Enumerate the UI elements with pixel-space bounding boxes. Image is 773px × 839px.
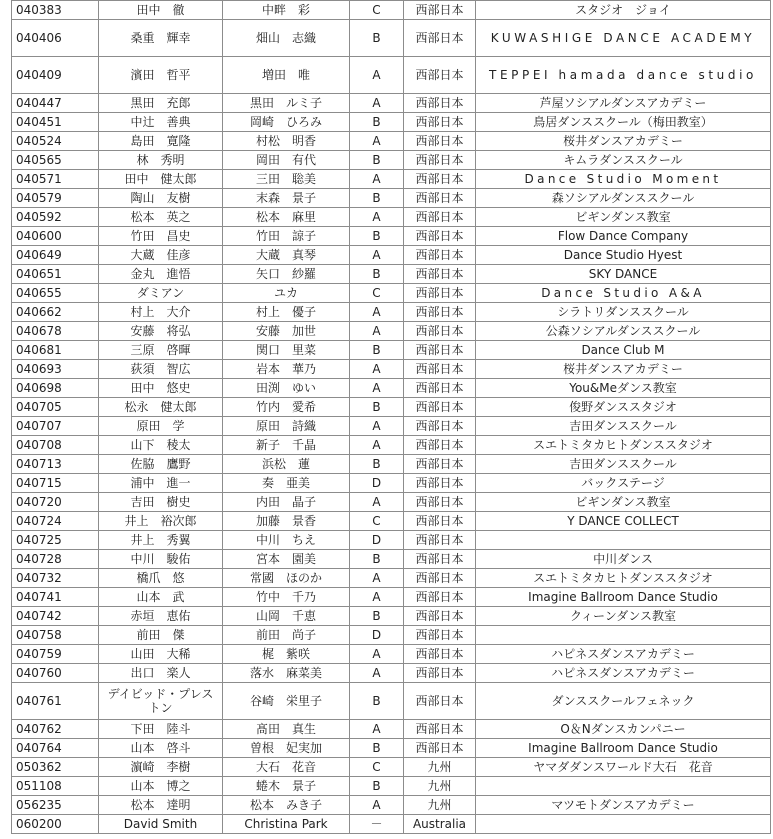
partner-name-cell: 奏 亜美 bbox=[223, 474, 350, 493]
partner-name-cell: 畑山 志織 bbox=[223, 20, 350, 57]
partner-name-cell: 新子 千晶 bbox=[223, 436, 350, 455]
entry-id-cell: 040409 bbox=[12, 57, 99, 94]
studio-cell: 中川ダンス bbox=[476, 550, 771, 569]
grade-cell: A bbox=[350, 246, 404, 265]
table-row bbox=[12, 113, 771, 132]
region-cell: 西部日本 bbox=[404, 208, 476, 227]
region-cell: 西部日本 bbox=[404, 626, 476, 645]
region-cell: 西部日本 bbox=[404, 132, 476, 151]
leader-name-cell: 山本 啓斗 bbox=[99, 739, 223, 758]
studio-cell bbox=[476, 531, 771, 550]
region-cell: 西部日本 bbox=[404, 739, 476, 758]
entry-id-cell: 051108 bbox=[12, 777, 99, 796]
grade-cell: C bbox=[350, 1, 404, 20]
entry-id-cell: 040383 bbox=[12, 1, 99, 20]
studio-cell: 吉田ダンススクール bbox=[476, 455, 771, 474]
table-row bbox=[12, 569, 771, 588]
partner-name-cell: 中畔 彩 bbox=[223, 1, 350, 20]
table-row bbox=[12, 493, 771, 512]
leader-name-cell: 佐脇 鷹野 bbox=[99, 455, 223, 474]
grade-cell: A bbox=[350, 322, 404, 341]
studio-cell bbox=[476, 815, 771, 834]
partner-name-cell: 田渕 ゆい bbox=[223, 379, 350, 398]
partner-name-cell: 中川 ちえ bbox=[223, 531, 350, 550]
region-cell: 西部日本 bbox=[404, 455, 476, 474]
grade-cell: C bbox=[350, 758, 404, 777]
table-row bbox=[12, 796, 771, 815]
leader-name-cell: 原田 学 bbox=[99, 417, 223, 436]
grade-cell: B bbox=[350, 739, 404, 758]
table-row bbox=[12, 645, 771, 664]
partner-name-cell: 岡田 有代 bbox=[223, 151, 350, 170]
leader-name-cell: 井上 裕次郎 bbox=[99, 512, 223, 531]
entry-id-cell: 040579 bbox=[12, 189, 99, 208]
table-row bbox=[12, 341, 771, 360]
partner-name-cell: 安藤 加世 bbox=[223, 322, 350, 341]
partner-name-cell: 松本 麻里 bbox=[223, 208, 350, 227]
grade-cell: A bbox=[350, 94, 404, 113]
studio-cell: 森ソシアルダンススクール bbox=[476, 189, 771, 208]
grade-cell: B bbox=[350, 683, 404, 720]
studio-cell: You&Meダンス教室 bbox=[476, 379, 771, 398]
entry-id-cell: 040761 bbox=[12, 683, 99, 720]
leader-name-cell: 浦中 進一 bbox=[99, 474, 223, 493]
partner-name-cell: 竹中 千乃 bbox=[223, 588, 350, 607]
grade-cell: D bbox=[350, 531, 404, 550]
grade-cell: A bbox=[350, 436, 404, 455]
leader-name-cell: 吉田 樹史 bbox=[99, 493, 223, 512]
entry-id-cell: 040708 bbox=[12, 436, 99, 455]
region-cell: 西部日本 bbox=[404, 57, 476, 94]
table-row bbox=[12, 455, 771, 474]
entry-id-cell: 040742 bbox=[12, 607, 99, 626]
grade-cell: A bbox=[350, 208, 404, 227]
leader-name-cell: 松本 達明 bbox=[99, 796, 223, 815]
partner-name-cell: 村松 明香 bbox=[223, 132, 350, 151]
partner-name-cell: ユカ bbox=[223, 284, 350, 303]
region-cell: 西部日本 bbox=[404, 436, 476, 455]
table-row bbox=[12, 208, 771, 227]
table-row bbox=[12, 739, 771, 758]
grade-cell: B bbox=[350, 398, 404, 417]
table-row bbox=[12, 531, 771, 550]
region-cell: Australia bbox=[404, 815, 476, 834]
grade-cell: A bbox=[350, 170, 404, 189]
leader-name-cell: 三原 啓暉 bbox=[99, 341, 223, 360]
leader-name-cell: 井上 秀翼 bbox=[99, 531, 223, 550]
partner-name-cell: 原田 詩織 bbox=[223, 417, 350, 436]
partner-name-cell: 大蔵 真琴 bbox=[223, 246, 350, 265]
grade-cell: B bbox=[350, 777, 404, 796]
partner-name-cell: 岡崎 ひろみ bbox=[223, 113, 350, 132]
region-cell: 西部日本 bbox=[404, 265, 476, 284]
table-row bbox=[12, 265, 771, 284]
grade-cell: A bbox=[350, 720, 404, 739]
region-cell: 九州 bbox=[404, 796, 476, 815]
studio-cell: ビギンダンス教室 bbox=[476, 208, 771, 227]
region-cell: 西部日本 bbox=[404, 151, 476, 170]
partner-name-cell: 末森 景子 bbox=[223, 189, 350, 208]
grade-cell: A bbox=[350, 57, 404, 94]
grade-cell: B bbox=[350, 227, 404, 246]
studio-cell: ダンススクールフェネック bbox=[476, 683, 771, 720]
entry-id-cell: 040678 bbox=[12, 322, 99, 341]
partner-name-cell: 大石 花音 bbox=[223, 758, 350, 777]
registration-table bbox=[11, 0, 771, 834]
studio-cell: Flow Dance Company bbox=[476, 227, 771, 246]
leader-name-cell: 山本 武 bbox=[99, 588, 223, 607]
table-body bbox=[12, 1, 771, 834]
partner-name-cell: 山岡 千恵 bbox=[223, 607, 350, 626]
leader-name-cell: 濵崎 李樹 bbox=[99, 758, 223, 777]
leader-name-cell: 荻須 智広 bbox=[99, 360, 223, 379]
entry-id-cell: 040571 bbox=[12, 170, 99, 189]
entry-id-cell: 040713 bbox=[12, 455, 99, 474]
leader-name-cell: 山下 稜太 bbox=[99, 436, 223, 455]
table-row bbox=[12, 170, 771, 189]
leader-name-cell: 桑重 輝幸 bbox=[99, 20, 223, 57]
entry-id-cell: 060200 bbox=[12, 815, 99, 834]
leader-name-cell: 田中 健太郎 bbox=[99, 170, 223, 189]
entry-id-cell: 040524 bbox=[12, 132, 99, 151]
region-cell: 西部日本 bbox=[404, 341, 476, 360]
grade-cell: A bbox=[350, 588, 404, 607]
grade-cell: C bbox=[350, 512, 404, 531]
grade-cell: A bbox=[350, 664, 404, 683]
leader-name-cell: 前田 傑 bbox=[99, 626, 223, 645]
region-cell: 西部日本 bbox=[404, 94, 476, 113]
table-row bbox=[12, 588, 771, 607]
partner-name-cell: 矢口 紗羅 bbox=[223, 265, 350, 284]
studio-cell: 吉田ダンススクール bbox=[476, 417, 771, 436]
partner-name-cell: 髙田 真生 bbox=[223, 720, 350, 739]
entry-id-cell: 040406 bbox=[12, 20, 99, 57]
entry-id-cell: 040447 bbox=[12, 94, 99, 113]
table-row bbox=[12, 512, 771, 531]
studio-cell: シラトリダンススクール bbox=[476, 303, 771, 322]
studio-cell: クィーンダンス教室 bbox=[476, 607, 771, 626]
region-cell: 西部日本 bbox=[404, 303, 476, 322]
partner-name-cell: 加藤 景香 bbox=[223, 512, 350, 531]
table-row bbox=[12, 626, 771, 645]
entry-id-cell: 040651 bbox=[12, 265, 99, 284]
leader-name-cell: 村上 大介 bbox=[99, 303, 223, 322]
leader-name-cell: 田中 悠史 bbox=[99, 379, 223, 398]
studio-cell: 芦屋ソシアルダンスアカデミー bbox=[476, 94, 771, 113]
region-cell: 西部日本 bbox=[404, 20, 476, 57]
entry-id-cell: 040759 bbox=[12, 645, 99, 664]
grade-cell: B bbox=[350, 341, 404, 360]
partner-name-cell: 常國 ほのか bbox=[223, 569, 350, 588]
leader-name-cell: 田中 徹 bbox=[99, 1, 223, 20]
entry-id-cell: 040565 bbox=[12, 151, 99, 170]
region-cell: 西部日本 bbox=[404, 720, 476, 739]
entry-id-cell: 056235 bbox=[12, 796, 99, 815]
studio-cell: ハピネスダンスアカデミー bbox=[476, 664, 771, 683]
entry-id-cell: 040655 bbox=[12, 284, 99, 303]
studio-cell: 公森ソシアルダンススクール bbox=[476, 322, 771, 341]
partner-name-cell: 村上 優子 bbox=[223, 303, 350, 322]
leader-name-cell: デイビッド・プレストン bbox=[99, 683, 223, 720]
leader-name-cell: 山田 大稀 bbox=[99, 645, 223, 664]
leader-name-cell: David Smith bbox=[99, 815, 223, 834]
table-row bbox=[12, 436, 771, 455]
region-cell: 西部日本 bbox=[404, 531, 476, 550]
table-row bbox=[12, 360, 771, 379]
studio-cell: Dance Studio Hyest bbox=[476, 246, 771, 265]
grade-cell: A bbox=[350, 493, 404, 512]
leader-name-cell: 大蔵 佳彦 bbox=[99, 246, 223, 265]
entry-id-cell: 040715 bbox=[12, 474, 99, 493]
region-cell: 西部日本 bbox=[404, 379, 476, 398]
grade-cell: D bbox=[350, 626, 404, 645]
grade-cell: A bbox=[350, 303, 404, 322]
partner-name-cell: 前田 尚子 bbox=[223, 626, 350, 645]
table-row bbox=[12, 322, 771, 341]
table-row bbox=[12, 20, 771, 57]
entry-id-cell: 040760 bbox=[12, 664, 99, 683]
grade-cell: A bbox=[350, 569, 404, 588]
entry-id-cell: 040728 bbox=[12, 550, 99, 569]
studio-cell: スタジオ ジョイ bbox=[476, 1, 771, 20]
table-row bbox=[12, 758, 771, 777]
entry-id-cell: 040758 bbox=[12, 626, 99, 645]
leader-name-cell: 下田 陸斗 bbox=[99, 720, 223, 739]
grade-cell: B bbox=[350, 113, 404, 132]
table-row bbox=[12, 379, 771, 398]
studio-cell: ビギンダンス教室 bbox=[476, 493, 771, 512]
entry-id-cell: 040681 bbox=[12, 341, 99, 360]
partner-name-cell: 落水 麻菜美 bbox=[223, 664, 350, 683]
studio-cell: 鳥居ダンススクール（梅田教室） bbox=[476, 113, 771, 132]
region-cell: 西部日本 bbox=[404, 1, 476, 20]
entry-id-cell: 040600 bbox=[12, 227, 99, 246]
table-row bbox=[12, 151, 771, 170]
leader-name-cell: 松永 健太郎 bbox=[99, 398, 223, 417]
partner-name-cell: 松本 みき子 bbox=[223, 796, 350, 815]
table-row bbox=[12, 720, 771, 739]
table-row bbox=[12, 777, 771, 796]
studio-cell: KUWASHIGE DANCE ACADEMY bbox=[476, 20, 771, 57]
table-row bbox=[12, 398, 771, 417]
partner-name-cell: Christina Park bbox=[223, 815, 350, 834]
grade-cell: B bbox=[350, 151, 404, 170]
partner-name-cell: 曽根 妃実加 bbox=[223, 739, 350, 758]
region-cell: 西部日本 bbox=[404, 645, 476, 664]
grade-cell: B bbox=[350, 189, 404, 208]
grade-cell: B bbox=[350, 607, 404, 626]
region-cell: 西部日本 bbox=[404, 683, 476, 720]
leader-name-cell: 中辻 善典 bbox=[99, 113, 223, 132]
entry-id-cell: 040764 bbox=[12, 739, 99, 758]
studio-cell: バックステージ bbox=[476, 474, 771, 493]
region-cell: 西部日本 bbox=[404, 664, 476, 683]
grade-cell: D bbox=[350, 474, 404, 493]
entry-id-cell: 040705 bbox=[12, 398, 99, 417]
table-row bbox=[12, 94, 771, 113]
grade-cell: A bbox=[350, 379, 404, 398]
grade-cell: A bbox=[350, 360, 404, 379]
studio-cell: スエトミタカヒトダンススタジオ bbox=[476, 436, 771, 455]
region-cell: 西部日本 bbox=[404, 322, 476, 341]
studio-cell: Dance Studio A&A bbox=[476, 284, 771, 303]
entry-id-cell: 040741 bbox=[12, 588, 99, 607]
leader-name-cell: 金丸 進悟 bbox=[99, 265, 223, 284]
leader-name-cell: 竹田 昌史 bbox=[99, 227, 223, 246]
entry-id-cell: 040724 bbox=[12, 512, 99, 531]
region-cell: 九州 bbox=[404, 758, 476, 777]
grade-cell: A bbox=[350, 796, 404, 815]
studio-cell: マツモトダンスアカデミー bbox=[476, 796, 771, 815]
leader-name-cell: 陶山 友樹 bbox=[99, 189, 223, 208]
studio-cell: 桜井ダンスアカデミー bbox=[476, 132, 771, 151]
entry-id-cell: 040662 bbox=[12, 303, 99, 322]
partner-name-cell: 谷崎 栄里子 bbox=[223, 683, 350, 720]
grade-cell: C bbox=[350, 284, 404, 303]
table-row bbox=[12, 607, 771, 626]
studio-cell: Y DANCE COLLECT bbox=[476, 512, 771, 531]
grade-cell: A bbox=[350, 645, 404, 664]
grade-cell: B bbox=[350, 455, 404, 474]
partner-name-cell: 浜松 蓮 bbox=[223, 455, 350, 474]
table-row bbox=[12, 1, 771, 20]
leader-name-cell: 黒田 充郎 bbox=[99, 94, 223, 113]
entry-id-cell: 040720 bbox=[12, 493, 99, 512]
region-cell: 西部日本 bbox=[404, 607, 476, 626]
entry-id-cell: 040725 bbox=[12, 531, 99, 550]
studio-cell: ハピネスダンスアカデミー bbox=[476, 645, 771, 664]
partner-name-cell: 宮本 園美 bbox=[223, 550, 350, 569]
leader-name-cell: 山本 博之 bbox=[99, 777, 223, 796]
region-cell: 西部日本 bbox=[404, 227, 476, 246]
region-cell: 西部日本 bbox=[404, 474, 476, 493]
region-cell: 西部日本 bbox=[404, 246, 476, 265]
partner-name-cell: 竹内 愛希 bbox=[223, 398, 350, 417]
table-row bbox=[12, 303, 771, 322]
studio-cell: O＆Nダンスカンパニー bbox=[476, 720, 771, 739]
region-cell: 西部日本 bbox=[404, 189, 476, 208]
table-row bbox=[12, 550, 771, 569]
grade-cell: B bbox=[350, 265, 404, 284]
studio-cell bbox=[476, 626, 771, 645]
region-cell: 西部日本 bbox=[404, 170, 476, 189]
entry-id-cell: 040693 bbox=[12, 360, 99, 379]
region-cell: 西部日本 bbox=[404, 550, 476, 569]
entry-id-cell: 040649 bbox=[12, 246, 99, 265]
region-cell: 西部日本 bbox=[404, 113, 476, 132]
studio-cell bbox=[476, 777, 771, 796]
leader-name-cell: 林 秀明 bbox=[99, 151, 223, 170]
studio-cell: Dance Club M bbox=[476, 341, 771, 360]
partner-name-cell: 梶 紫咲 bbox=[223, 645, 350, 664]
table-row bbox=[12, 227, 771, 246]
studio-cell: 俊野ダンススタジオ bbox=[476, 398, 771, 417]
table-row bbox=[12, 132, 771, 151]
table-row bbox=[12, 284, 771, 303]
table-row bbox=[12, 683, 771, 720]
leader-name-cell: 中川 駿佑 bbox=[99, 550, 223, 569]
entry-id-cell: 040707 bbox=[12, 417, 99, 436]
studio-cell: SKY DANCE bbox=[476, 265, 771, 284]
table-row bbox=[12, 664, 771, 683]
region-cell: 西部日本 bbox=[404, 360, 476, 379]
studio-cell: Dance Studio Moment bbox=[476, 170, 771, 189]
leader-name-cell: 松本 英之 bbox=[99, 208, 223, 227]
studio-cell: TEPPEI hamada dance studio bbox=[476, 57, 771, 94]
studio-cell: Imagine Ballroom Dance Studio bbox=[476, 739, 771, 758]
studio-cell: 桜井ダンスアカデミー bbox=[476, 360, 771, 379]
region-cell: 西部日本 bbox=[404, 493, 476, 512]
table-row bbox=[12, 57, 771, 94]
leader-name-cell: 出口 楽人 bbox=[99, 664, 223, 683]
partner-name-cell: 三田 聡美 bbox=[223, 170, 350, 189]
table-row bbox=[12, 474, 771, 493]
partner-name-cell: 増田 唯 bbox=[223, 57, 350, 94]
partner-name-cell: 竹田 諒子 bbox=[223, 227, 350, 246]
partner-name-cell: 蜷木 景子 bbox=[223, 777, 350, 796]
table-row bbox=[12, 189, 771, 208]
leader-name-cell: 濱田 哲平 bbox=[99, 57, 223, 94]
entry-id-cell: 040762 bbox=[12, 720, 99, 739]
studio-cell: ヤマダダンスワールド大石 花音 bbox=[476, 758, 771, 777]
region-cell: 西部日本 bbox=[404, 588, 476, 607]
grade-cell: B bbox=[350, 20, 404, 57]
leader-name-cell: 島田 寛隆 bbox=[99, 132, 223, 151]
leader-name-cell: ダミアン bbox=[99, 284, 223, 303]
studio-cell: Imagine Ballroom Dance Studio bbox=[476, 588, 771, 607]
grade-cell: － bbox=[350, 815, 404, 834]
studio-cell: スエトミタカヒトダンススタジオ bbox=[476, 569, 771, 588]
region-cell: 西部日本 bbox=[404, 569, 476, 588]
grade-cell: A bbox=[350, 417, 404, 436]
grade-cell: A bbox=[350, 132, 404, 151]
region-cell: 九州 bbox=[404, 777, 476, 796]
leader-name-cell: 赤垣 恵佑 bbox=[99, 607, 223, 626]
entry-id-cell: 050362 bbox=[12, 758, 99, 777]
region-cell: 西部日本 bbox=[404, 398, 476, 417]
partner-name-cell: 関口 里菜 bbox=[223, 341, 350, 360]
region-cell: 西部日本 bbox=[404, 284, 476, 303]
region-cell: 西部日本 bbox=[404, 512, 476, 531]
grade-cell: B bbox=[350, 550, 404, 569]
leader-name-cell: 安藤 将弘 bbox=[99, 322, 223, 341]
entry-id-cell: 040592 bbox=[12, 208, 99, 227]
studio-cell: キムラダンススクール bbox=[476, 151, 771, 170]
table-row bbox=[12, 815, 771, 834]
leader-name-cell: 橋爪 悠 bbox=[99, 569, 223, 588]
entry-id-cell: 040732 bbox=[12, 569, 99, 588]
entry-id-cell: 040698 bbox=[12, 379, 99, 398]
table-row bbox=[12, 246, 771, 265]
table-row bbox=[12, 417, 771, 436]
region-cell: 西部日本 bbox=[404, 417, 476, 436]
partner-name-cell: 黒田 ルミ子 bbox=[223, 94, 350, 113]
partner-name-cell: 内田 晶子 bbox=[223, 493, 350, 512]
entry-id-cell: 040451 bbox=[12, 113, 99, 132]
partner-name-cell: 岩本 華乃 bbox=[223, 360, 350, 379]
